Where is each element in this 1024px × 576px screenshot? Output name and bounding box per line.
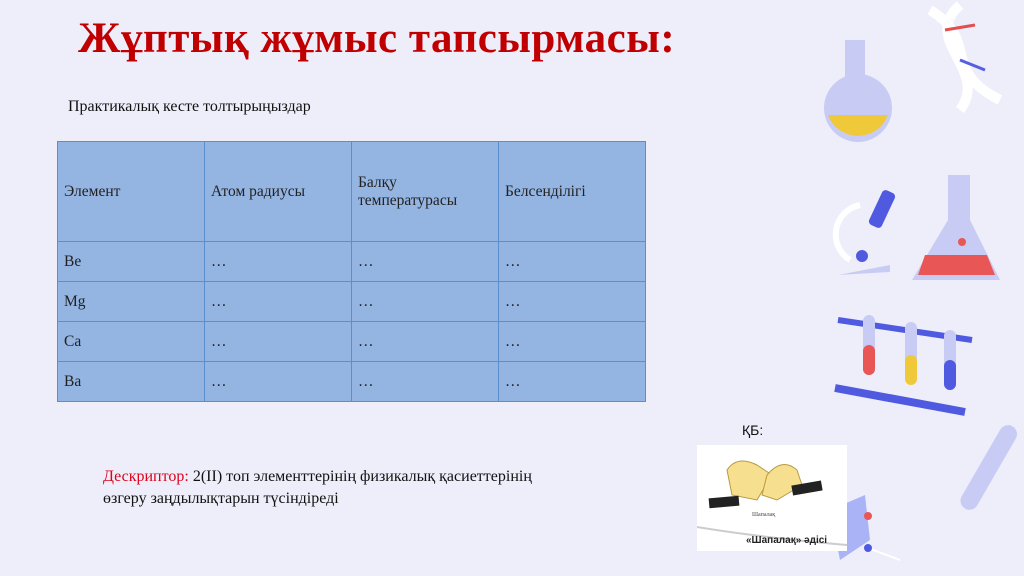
table-cell: … <box>352 362 499 402</box>
header-cell: Белсенділігі <box>499 142 646 242</box>
dna-icon <box>930 5 1000 110</box>
header-cell: Атом радиусы <box>205 142 352 242</box>
table-cell: … <box>499 322 646 362</box>
descriptor-text: 2(II) топ элементтерінің физикалық қасиеттерінің өзгеру заңдылықтарын түсіндіреді <box>103 468 532 507</box>
table-cell: Mg <box>58 282 205 322</box>
descriptor <box>103 466 533 510</box>
round-flask-icon <box>824 40 892 142</box>
instruction-text: Практикалық кесте толтырыңыздар <box>68 98 311 115</box>
table-row <box>58 242 646 282</box>
descriptor-label: Дескриптор: <box>103 468 189 485</box>
table-cell: … <box>499 242 646 282</box>
table-cell: … <box>499 362 646 402</box>
table-row <box>58 282 646 322</box>
clapping-image-caption: Шапалақ <box>752 512 776 518</box>
table-header-row <box>58 142 646 242</box>
method-caption: «Шапалақ» әдісі <box>746 535 828 546</box>
table-cell: … <box>205 242 352 282</box>
table-row <box>58 322 646 362</box>
table-cell: … <box>352 242 499 282</box>
test-tube-icon <box>957 422 1020 513</box>
table-cell: … <box>352 322 499 362</box>
table-cell: … <box>205 282 352 322</box>
header-cell: Балқу температурасы <box>352 142 499 242</box>
table-cell: … <box>499 282 646 322</box>
conical-flask-icon <box>912 175 1000 280</box>
table-row <box>58 362 646 402</box>
page-title: Жұптық жұмыс тапсырмасы: <box>78 15 676 62</box>
header-cell: Элемент <box>58 142 205 242</box>
table-cell: Ba <box>58 362 205 402</box>
test-tube-rack-icon <box>835 315 972 412</box>
microscope-icon <box>836 189 897 275</box>
table-cell: … <box>205 362 352 402</box>
feedback-label: ҚБ: <box>742 422 764 438</box>
table-cell: … <box>205 322 352 362</box>
table-cell: … <box>352 282 499 322</box>
practical-table <box>57 141 646 402</box>
table-cell: Ca <box>58 322 205 362</box>
table-cell: Be <box>58 242 205 282</box>
